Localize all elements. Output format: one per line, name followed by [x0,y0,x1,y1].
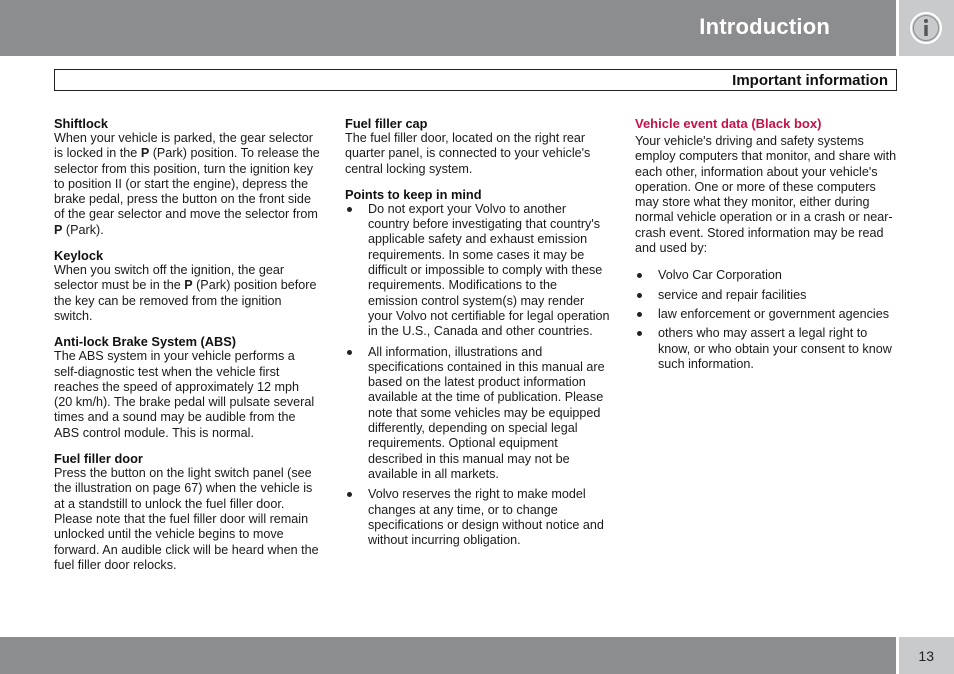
black-box-heading: Vehicle event data (Black box) [635,116,822,131]
page-number: 13 [918,648,934,664]
info-icon [909,11,943,45]
column-1 [54,116,320,583]
fuel-cap-heading: Fuel filler cap [345,116,428,131]
list-item: All information, illustrations and specifications contained in this manual are based on the latest product information available at the time of publication. Please note that some vehicles may be equipped differently, depending on special legal requirements. Optional equipment described in this manual may not be available in all markets. [345,345,610,483]
list-item: Do not export your Volvo to another country before investigating that country's applicable safety and exhaust emission requirements. In some cases it may be difficult or impossible to comply with these requirements. Modifications to the emission control system(s) may render your Volvo not certifiable for legal operation in the U.S., Canada and other countries. [345,202,610,340]
keylock-text: When you switch off the ignition, the gear selector must be in the P (Park) position before the key can be removed from the ignition switch. [54,263,317,323]
fuel-door-text: Press the button on the light switch panel (see the illustration on page 67) when the vehicle is at a standstill to unlock the fuel filler door. Please note that the fuel filler door will remain unlocked until the vehicle begins to move forward. An audible click will be heard when the fuel filler door relocks. [54,466,319,572]
fuel-cap-text: The fuel filler door, located on the right rear quarter panel, is connected to your vehicle's central locking system. [345,131,591,176]
column-2 [345,116,610,552]
list-item: law enforcement or government agencies [635,307,901,322]
shiftlock-heading: Shiftlock [54,116,109,131]
footer-bar [0,637,896,674]
chapter-title: Introduction [699,14,830,39]
list-item: Volvo Car Corporation [635,268,901,283]
list-item: Volvo reserves the right to make model changes at any time, or to change specifications or design without notice and without incurring obligation. [345,487,610,548]
points-heading: Points to keep in mind [345,186,482,202]
black-box-list [635,268,901,372]
list-item: others who may assert a legal right to know, or who obtain your consent to know such information. [635,326,901,372]
black-box-text: Your vehicle's driving and safety systems employ computers that monitor, and share with each other, information about your vehicle's operation. One or more of these computers may store what they monitor, either during normal vehicle operation or in a crash or near-crash event. Stored information may be read and used by: [635,134,897,256]
page-number-box [899,637,954,674]
column-3 [635,116,901,376]
shiftlock-text: When your vehicle is parked, the gear selector is locked in the P (Park) position. To release the selector from this position, turn the ignition key to position II (or start the engine), depress the brake pedal, press the button on the front side of the gear selector and move the selector from P (Park). [54,131,320,237]
section-header [54,69,897,91]
section-title: Important information [732,72,888,89]
info-icon-box [899,0,954,56]
fuel-door-heading: Fuel filler door [54,451,143,467]
abs-text: The ABS system in your vehicle performs a self-diagnostic test when the vehicle first reaches the speed of approximately 12 mph (20 km/h). The brake pedal will pulsate several times and a sound may be audible from the ABS control module. This is normal. [54,349,315,440]
keylock-heading: Keylock [54,248,104,264]
list-item: service and repair facilities [635,288,901,303]
abs-heading: Anti-lock Brake System (ABS) [54,334,237,350]
points-list [345,202,610,549]
header-bar [0,0,896,56]
